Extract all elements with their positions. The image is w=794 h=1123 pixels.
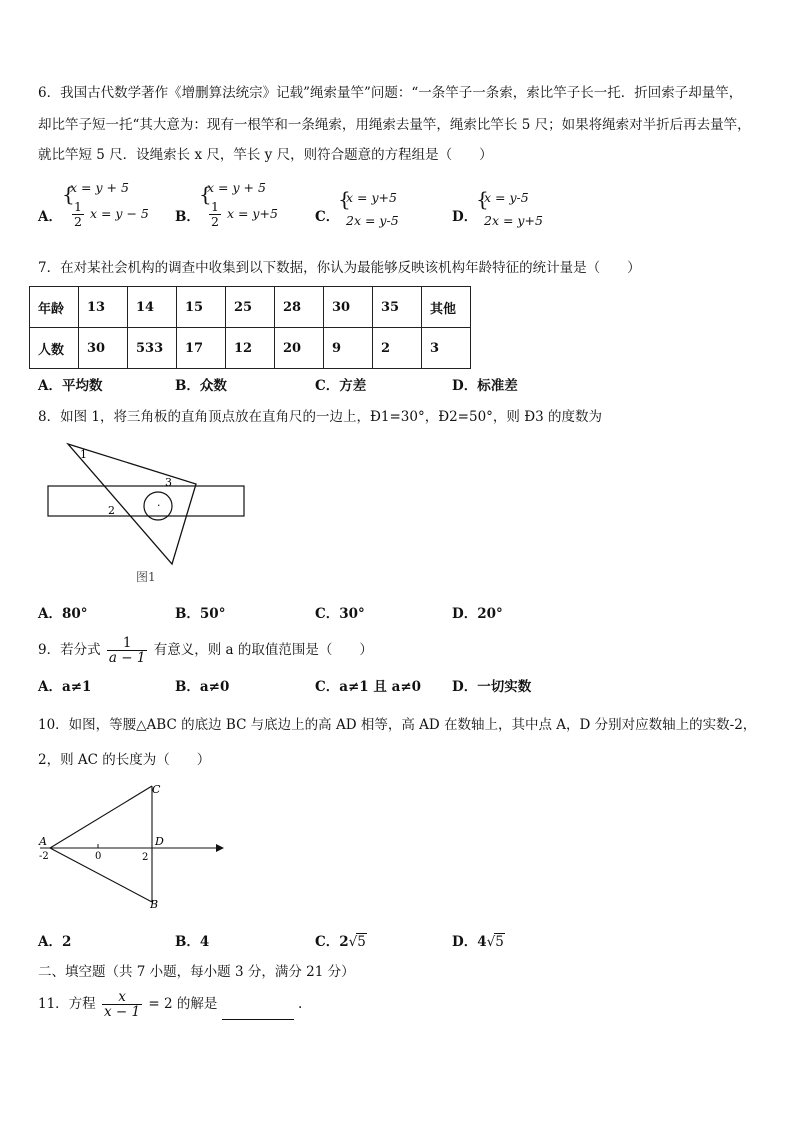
q11-fraction: $\frac{x}{x - 1}$	[103, 989, 141, 1020]
table-row	[30, 328, 471, 369]
q8-option-a: A．80°	[38, 606, 88, 622]
age-table	[29, 286, 471, 369]
table-cell: 533	[128, 328, 177, 369]
q6-b-eq2: x = y+5	[226, 206, 278, 221]
q6-b-eq1: x = y + 5	[207, 180, 266, 195]
table-cell: 25	[226, 287, 275, 328]
table-cell: 2	[373, 328, 422, 369]
ruler-rect	[48, 486, 244, 516]
q11-eq: = 2	[148, 996, 173, 1012]
section-2-title: 二、填空题（共 7 小题，每小题 3 分，满分 21 分）	[38, 964, 355, 980]
q9-option-a: A．a≠1	[38, 679, 92, 695]
figure-caption: 图1	[136, 570, 156, 584]
angle-3-label: 3	[165, 476, 172, 489]
q7-stem: 7．在对某社会机构的调查中收集到以下数据，你认为最能够反映该机构年龄特征的统计量是（ ）	[38, 260, 641, 276]
q8-option-c: C．30°	[315, 606, 365, 622]
q9-pre: 9．若分式	[38, 642, 101, 658]
q6-d-eq1: x = y-5	[484, 190, 529, 205]
q6-c-eq2: 2x = y-5	[346, 213, 399, 228]
angle-2-label: 2	[108, 504, 115, 517]
q9-fraction: $\frac{1}{a - 1}$	[108, 635, 146, 666]
table-cell: 人数	[30, 328, 79, 369]
q6-line1: 6．我国古代数学著作《增删算法统宗》记载”绳索量竿”问题：“一条竿子一条索，索比竿子长一托．折回索子却量竿，	[38, 85, 743, 101]
q9-stem	[38, 634, 373, 666]
q6-a-eq1: x = y + 5	[70, 180, 129, 195]
q9-option-c: C．a≠1 且 a≠0	[315, 679, 422, 695]
q6-option-d-label: D．	[452, 209, 478, 225]
q10-option-a: A．2	[38, 934, 72, 950]
q8-figure	[40, 436, 260, 586]
point-a-label: A	[39, 835, 47, 848]
point-b-label: B	[150, 898, 159, 911]
q7-option-b: B．众数	[175, 378, 227, 394]
angle-1-label: 1	[80, 448, 87, 461]
q6-option-a-system: { x = y + 5 $\frac{1}{2}$ x = y − 5	[62, 180, 149, 229]
table-cell: 15	[177, 287, 226, 328]
q8-option-b: B．50°	[175, 606, 226, 622]
table-row	[30, 287, 471, 328]
point-c-label: C	[152, 783, 161, 796]
point-d-label: D	[155, 835, 164, 848]
q11-stem: 11．方程 $\frac{x}{x - 1}$ = 2 的解是 .	[38, 989, 303, 1020]
q7-option-d: D．标准差	[452, 378, 518, 394]
table-cell: 28	[275, 287, 324, 328]
q6-a-eq2: x = y − 5	[89, 206, 149, 221]
q7-option-a: A．平均数	[38, 378, 103, 394]
q8-stem: 8．如图 1，将三角板的直角顶点放在直角尺的一边上，Ð1=30°，Ð2=50°，则 Ð3 的度数为	[38, 409, 602, 425]
q10-option-b: B．4	[175, 934, 210, 950]
arrow-icon	[216, 844, 224, 852]
q9-post: 有意义，则 a 的取值范围是（ ）	[153, 642, 373, 658]
table-cell: 30	[79, 328, 128, 369]
number-2: 2	[142, 852, 149, 863]
q6-option-b-system: { x = y + 5 $\frac{1}{2}$ x = y+5	[199, 180, 278, 229]
q8-option-d: D．20°	[452, 606, 503, 622]
q10-option-c: C．2√5	[315, 934, 366, 950]
table-cell: 9	[324, 328, 373, 369]
q6-line3: 就比竿短 5 尺．设绳索长 x 尺，竿长 y 尺，则符合题意的方程组是（ ）	[38, 147, 493, 163]
q6-option-b-label: B．	[175, 209, 200, 225]
q10-figure	[30, 778, 230, 918]
q6-option-a-label: A．	[38, 209, 62, 225]
q6-option-c-system: { x = y+5 2x = y-5	[338, 187, 399, 228]
table-cell: 其他	[422, 287, 471, 328]
table-cell: 20	[275, 328, 324, 369]
table-cell: 30	[324, 287, 373, 328]
table-cell: 17	[177, 328, 226, 369]
q10-option-d: D．4√5	[452, 934, 504, 950]
q11-pre: 11．方程	[38, 996, 96, 1012]
number-neg2: -2	[39, 851, 49, 862]
number-0: 0	[95, 851, 102, 862]
q10-line2: 2，则 AC 的长度为（ ）	[38, 752, 211, 768]
table-cell: 3	[422, 328, 471, 369]
center-dot: ·	[157, 499, 161, 512]
q6-d-eq2: 2x = y+5	[484, 213, 543, 228]
triangle-board	[68, 444, 196, 564]
q9-option-b: B．a≠0	[175, 679, 230, 695]
q6-line2: 却比竿子短一托“其大意为：现有一根竿和一条绳索，用绳索去量竿，绳索比竿长 5 尺；如果将绳索对半折后再去量竿，	[38, 117, 751, 133]
q6-c-eq1: x = y+5	[346, 190, 397, 205]
q6-b-fraction: $\frac{1}{2}$	[211, 199, 219, 229]
q6-option-d-system: { x = y-5 2x = y+5	[476, 187, 543, 228]
table-cell: 年龄	[30, 287, 79, 328]
q7-option-c: C．方差	[315, 378, 367, 394]
q6-a-fraction: $\frac{1}{2}$	[74, 199, 82, 229]
q6-option-c-label: C．	[315, 209, 340, 225]
q10-line1: 10．如图，等腰△ABC 的底边 BC 与底边上的高 AD 相等，高 AD 在数轴上，其中点 A，D 分别对应数轴上的实数-2，	[38, 717, 757, 733]
side-ac	[50, 786, 152, 848]
table-cell: 35	[373, 287, 422, 328]
q11-post: 的解是	[176, 996, 218, 1012]
table-cell: 13	[79, 287, 128, 328]
table-cell: 12	[226, 328, 275, 369]
table-cell: 14	[128, 287, 177, 328]
q9-option-d: D．一切实数	[452, 679, 532, 695]
q11-answer-blank[interactable]	[222, 1006, 294, 1020]
